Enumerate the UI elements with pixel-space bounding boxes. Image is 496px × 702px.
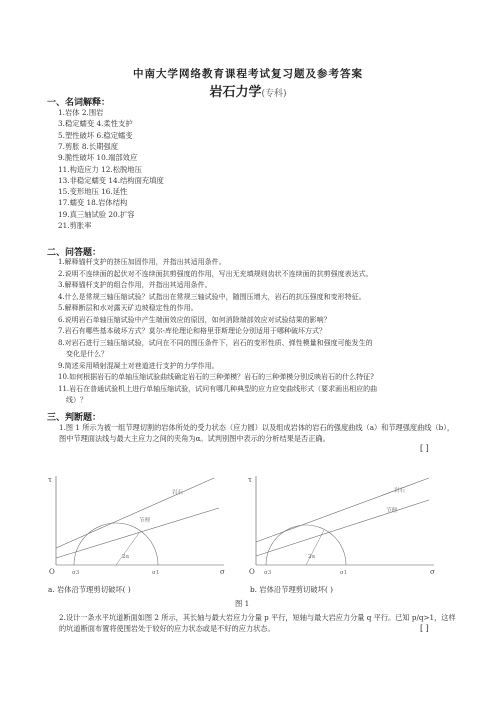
qa-line: 5.解释断层和水对露天矿边坡稳定性的作用。: [58, 304, 198, 312]
course-name: 岩石力学: [209, 85, 262, 100]
caption-a: a. 岩体沿节理剪切破坏( ): [48, 585, 131, 594]
qa-line: 8.对岩石进行三轴压缩试验，试问在不同的围压条件下，岩石的变形性质、弹性模量和强度可能发生的: [58, 338, 373, 347]
rock-strength-line-a: [56, 478, 214, 548]
qa-line: 线）？: [66, 396, 87, 404]
s1-label-a: σ1: [152, 570, 160, 576]
joint-label-b: 节理: [386, 508, 398, 514]
judge-question-1: [59, 422, 459, 444]
origin-label-a: O: [49, 568, 55, 576]
qa-line: 变化是什么？: [66, 350, 108, 358]
joint-strength-line-a: [56, 508, 219, 558]
qa-line: 1.解释锚杆支护的挤压加固作用，并指出其适用条件。: [58, 258, 226, 266]
terms-heading: 一、名词解释：: [47, 98, 111, 108]
judge-2-bracket: [ ]: [420, 624, 429, 633]
qa-line: 2.说明不连续面的起伏对不连续面抗剪强度的作用，写出无充填规则齿状不连续面的抗剪强度表达式。: [58, 269, 373, 278]
qa-line: 4.什么是常规三轴压缩试验？试指出在常规三轴试验中，随围压增大，岩石的抗压强度和变形特征。: [58, 292, 366, 301]
origin-label-b: O: [249, 568, 255, 576]
figure-1a: [44, 470, 234, 578]
qa-line: 7.岩石有哪些基本破坏方式？莫尔-库伦理论和格里菲斯理论分别适用于哪种破坏方式？: [58, 327, 327, 335]
course-note: (专科): [261, 89, 287, 99]
joint-label-a: 节理: [139, 518, 151, 524]
tau-label-a: τ: [48, 476, 52, 484]
term-line: 7.剪胀 8.长期强度: [58, 141, 119, 151]
term-line: 19.真三轴试验 20.扩容: [58, 209, 135, 219]
judge-question-1-text: 1.图 1 所示为被一组节理切割的岩体所处的受力状态（应力圆）以及组成岩体的岩石的强度曲线（a）和节理强度曲线（b），图中节理面法线与最大主应力之间的夹角为α。试判别图中表示的分析结果是否正确。: [59, 423, 455, 444]
mohr-circle-a: [74, 523, 158, 565]
qa-line: 6.说明岩石单轴压缩试验中产生端面效应的原因，如何消除端部效应对试验结果的影响？: [58, 315, 331, 324]
caption-b: b. 岩体沿节理剪切破坏( ): [250, 585, 333, 594]
qa-line: 11.岩石在普通试验机上进行单轴压缩试验，试问有哪几种典型的应力应变曲线形式（要求画出相应的曲: [58, 384, 378, 393]
term-line: 3.稳定蠕变 4.柔性支护: [58, 119, 133, 129]
s3-label-a: σ3: [72, 570, 80, 576]
rock-label-a: 岩石: [172, 490, 184, 496]
qa-line: 3.解释锚杆支护的组合作用，并指出其适用条件。: [58, 281, 212, 289]
angle-label-b: 2α: [308, 554, 316, 560]
sigma-label-a: σ: [220, 568, 225, 576]
term-line: 1.岩体 2.围岩: [58, 108, 104, 117]
term-line: 17.蠕变 18.岩体结构: [58, 198, 128, 208]
qa-line: 10.如何根据岩石的单轴压缩试验曲线确定岩石的三种弹模？岩石的三种弹模分别反映岩石的什么特征?: [58, 373, 374, 381]
joint-strength-line-b: [256, 500, 429, 556]
qa-line: 9.简述采用喷射混凝土对巷道进行支护的力学作用。: [58, 361, 219, 370]
term-line: 9.脆性破坏 10.端部效应: [58, 153, 138, 163]
term-line: 5.塑性破坏 6.稳定蠕变: [58, 130, 133, 140]
judge-question-2-text: 2.设计一条水平坑道断面如图 2 所示，其长轴与最大岩应力分量 p 平行，短轴与最大岩应力分量 q 平行。已知 p/q>1，这样的坑道断面布置将使围岩处于较好的应力状态或是不好的应力状态。: [59, 613, 456, 634]
school-title: 中南大学网络教育课程考试复习题及参考答案: [133, 68, 363, 80]
s3-label-b: σ3: [264, 570, 272, 576]
term-line: 15.变形地压 16.延性: [58, 187, 128, 197]
tau-label-b: τ: [248, 476, 252, 484]
qa-heading: 二、问答题：: [47, 248, 102, 258]
sigma-label-b: σ: [430, 568, 435, 576]
term-line: 21.剪胀率: [58, 221, 92, 230]
judge-question-2: [59, 612, 459, 634]
radius-line-a: [116, 533, 139, 565]
judge-heading: 三、判断题：: [47, 413, 102, 423]
rock-label-b: 岩石: [394, 488, 406, 494]
term-line: 11.构造应力 12.松脱地压: [58, 164, 142, 174]
term-line: 13.非稳定蠕变 14.结构面充填度: [58, 175, 164, 185]
angle-label-a: 2α: [122, 554, 130, 560]
s1-label-b: σ1: [340, 570, 348, 576]
judge-1-bracket: [ ]: [420, 444, 429, 453]
figure-1b: [244, 470, 444, 578]
figure-caption: 图 1: [235, 599, 250, 608]
